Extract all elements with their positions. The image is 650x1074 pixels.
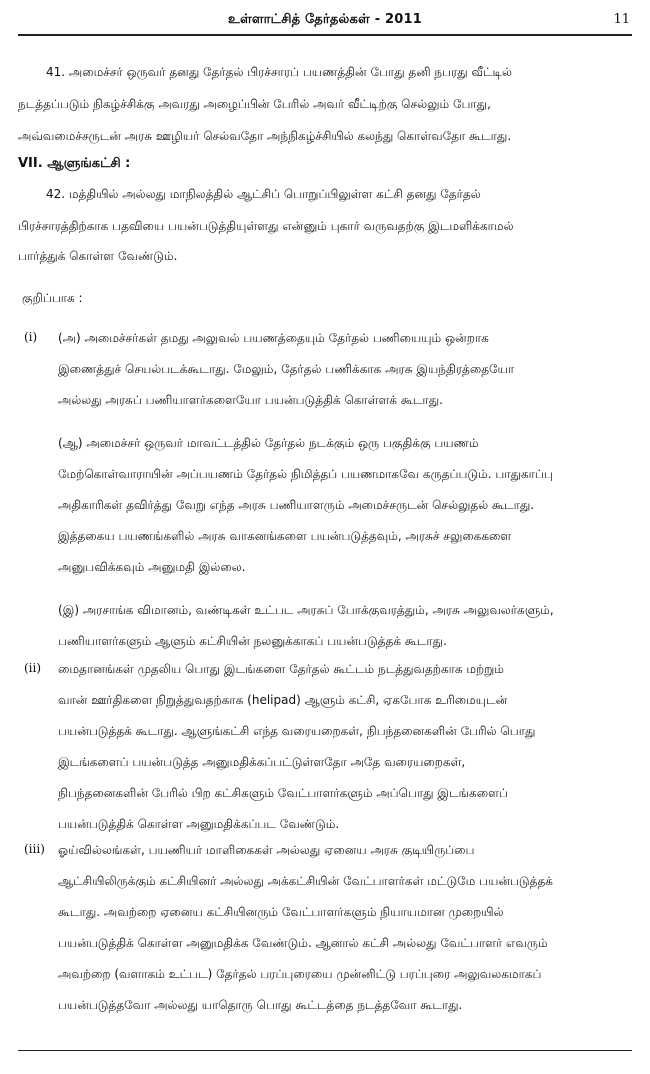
item-iii-line: கூடாது. அவற்றை ஏனைய கட்சியினரும் வேட்பாளர்களும் நியாயமான முறையில்: [58, 905, 504, 919]
paragraph-41-line: அவ்வமைச்சருடன் அரசு ஊழியர் செல்வதோ அந்நிகழ்ச்சியில் கலந்து கொள்வதோ கூடாது.: [18, 129, 512, 143]
item-ii-label: (ii): [24, 661, 42, 675]
item-i-aa-line: இத்தகைய பயணங்களில் அரசு வாகனங்களை பயன்படுத்தவும், அரசுச் சலுகைகளை: [58, 529, 512, 543]
item-iii-label: (iii): [24, 842, 45, 856]
paragraph-42-line: 42. மத்தியில் அல்லது மாநிலத்தில் ஆட்சிப் பொறுப்பிலுள்ள கட்சி தனது தேர்தல்: [46, 187, 481, 201]
footer-rule: [18, 1050, 632, 1051]
paragraph-41-line: 41. அமைச்சர் ஒருவர் தனது தேர்தல் பிரச்சாரப் பயணத்தின் போது தனி நபரது வீட்டில்: [46, 65, 512, 79]
item-i-aa-line: (ஆ) அமைச்சர் ஒருவர் மாவட்டத்தில் தேர்தல் நடக்கும் ஒரு பகுதிக்கு பயணம்: [58, 436, 479, 450]
item-i-a-line: அல்லது அரசுப் பணியாளர்களையோ பயன்படுத்திக் கொள்ளக் கூடாது.: [58, 393, 443, 407]
item-iii-line: அவற்றை (வளாகம் உட்பட) தேர்தல் பரப்புரையை முன்னிட்டு பரப்புரை அலுவலகமாகப்: [58, 967, 542, 981]
item-i-a-line: (அ) அமைச்சர்கள் தமது அலுவல் பயணத்தையும் தேர்தல் பணியையும் ஒன்றாக: [58, 331, 489, 345]
paragraph-41-line: நடத்தப்படும் நிகழ்ச்சிக்கு அவரது அழைப்பின் பேரில் அவர் வீட்டிற்கு செல்லும் போது,: [18, 97, 491, 111]
item-i-aa-line: அதிகாரிகள் தவிர்த்து வேறு எந்த அரசு பணியாளரும் அமைச்சருடன் செல்லுதல் கூடாது.: [58, 498, 535, 512]
item-i-label: (i): [24, 330, 38, 344]
item-ii-line: இடங்களைப் பயன்படுத்த அனுமதிக்கப்பட்டுள்ளதோ அதே வரையறைகள்,: [58, 755, 466, 769]
item-iii-line: ஓய்வில்லங்கள், பயணியர் மாளிகைகள் அல்லது ஏனைய அரசு குடியிருப்பை: [58, 843, 475, 857]
specifically-label: குறிப்பாக :: [22, 291, 83, 305]
item-ii-line: பயன்படுத்திக் கொள்ள அனுமதிக்கப்பட வேண்டும்.: [58, 817, 340, 831]
item-i-a-line: இணைத்துச் செயல்படக்கூடாது. மேலும், தேர்தல் பணிக்காக அரசு இயந்திரத்தையோ: [58, 362, 515, 376]
item-i-e-line: (இ) அரசாங்க விமானம், வண்டிகள் உட்பட அரசுப் போக்குவரத்தும், அரசு அலுவலர்களும்,: [58, 603, 554, 617]
section-heading: VII. ஆளுங்கட்சி :: [18, 156, 131, 171]
item-iii-line: ஆட்சியிலிருக்கும் கட்சியினர் அல்லது அக்கட்சியின் வேட்பாளர்கள் மட்டுமே பயன்படுத்தக்: [58, 874, 553, 888]
item-iii-line: பயன்படுத்தவோ அல்லது யாதொரு பொது கூட்டத்தை நடத்தவோ கூடாது.: [58, 998, 463, 1012]
paragraph-42-line: பிரச்சாரத்திற்காக பதவியை பயன்படுத்தியுள்ளது என்னும் புகார் வருவதற்கு இடமளிக்காமல்: [18, 219, 514, 233]
item-ii-line: வான் ஊர்திகளை நிறுத்துவதற்காக (helipad) ஆளும் கட்சி, ஏகபோக உரிமையுடன்: [58, 693, 508, 707]
paragraph-42-line: பார்த்துக் கொள்ள வேண்டும்.: [18, 249, 178, 263]
item-i-aa-line: மேற்கொள்வாராயின் அப்பயணம் தேர்தல் நிமித்தப் பயணமாகவே கருதப்படும். பாதுகாப்பு: [58, 467, 553, 481]
page-number: 11: [613, 12, 630, 27]
item-i-aa-line: அனுபவிக்கவும் அனுமதி இல்லை.: [58, 560, 246, 574]
page-header: [18, 10, 632, 36]
item-i-e-line: பணியாளர்களும் ஆளும் கட்சியின் நலனுக்காகப் பயன்படுத்தக் கூடாது.: [58, 634, 447, 648]
item-ii-line: மைதானங்கள் முதலிய பொது இடங்களை தேர்தல் கூட்டம் நடத்துவதற்காக மற்றும்: [58, 662, 504, 676]
item-ii-line: நிபந்தனைகளின் பேரில் பிற கட்சிகளும் வேட்பாளர்களும் அப்பொது இடங்களைப்: [58, 786, 508, 800]
header-title: உள்ளாட்சித் தேர்தல்கள் - 2011: [228, 12, 422, 27]
item-ii-line: பயன்படுத்தக் கூடாது. ஆளுங்கட்சி எந்த வரையறைகள், நிபந்தனைகளின் பேரில் பொது: [58, 724, 536, 738]
item-iii-line: பயன்படுத்திக் கொள்ள அனுமதிக்க வேண்டும். ஆனால் கட்சி அல்லது வேட்பாளர் எவரும்: [58, 936, 548, 950]
